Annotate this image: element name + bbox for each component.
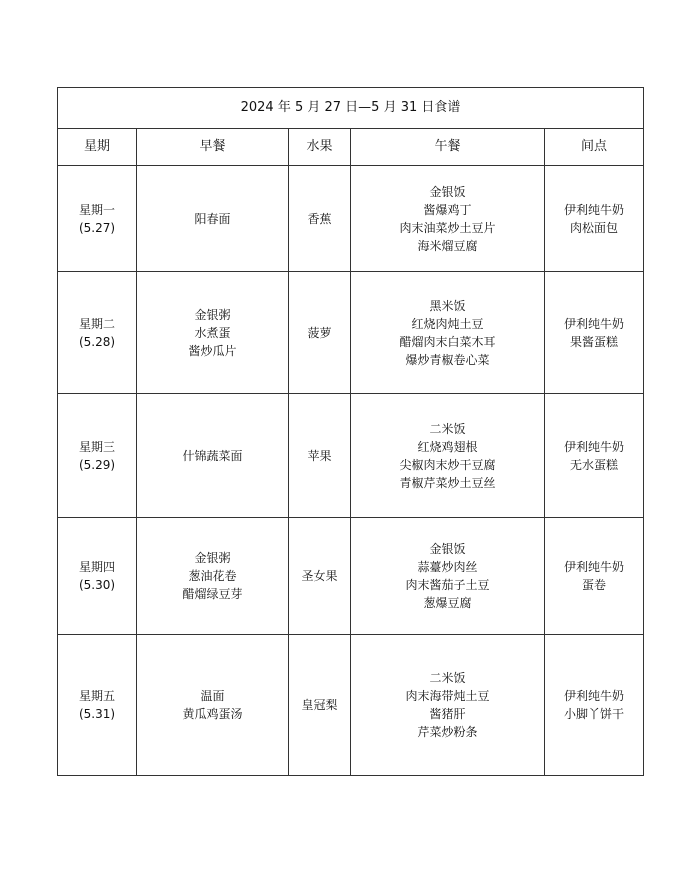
lunch-cell — [351, 635, 545, 776]
snack-cell-line: 伊利纯牛奶 — [563, 560, 624, 574]
breakfast-cell — [137, 394, 289, 518]
day-cell-line: 星期五 — [78, 689, 115, 703]
breakfast-cell-line: 金银粥 — [194, 307, 231, 322]
snack-cell-line: 小脚丫饼干 — [563, 707, 624, 721]
breakfast-cell-line: 酱炒瓜片 — [188, 343, 237, 358]
menu-table — [57, 87, 644, 776]
breakfast-cell — [137, 635, 289, 776]
snack-cell-line: 果酱蛋糕 — [569, 334, 618, 349]
lunch-cell — [351, 166, 545, 272]
lunch-cell-line: 黑米饭 — [429, 298, 466, 313]
day-cell-line: (5.30) — [78, 578, 116, 592]
fruit-cell-line: 菠萝 — [307, 325, 332, 340]
lunch-cell-line: 青椒芹菜炒土豆丝 — [399, 475, 496, 490]
snack-cell-line: 肉松面包 — [569, 220, 618, 235]
breakfast-cell-line: 黄瓜鸡蛋汤 — [182, 707, 243, 721]
breakfast-cell-line: 阳春面 — [194, 211, 231, 226]
day-cell — [58, 272, 137, 394]
lunch-cell — [351, 272, 545, 394]
fruit-cell-line: 苹果 — [307, 448, 332, 463]
lunch-cell-line: 芹菜炒粉条 — [417, 725, 478, 739]
breakfast-cell-line: 金银粥 — [194, 551, 231, 565]
table-row — [58, 272, 644, 394]
lunch-cell-line: 葱爆豆腐 — [423, 596, 472, 610]
lunch-cell-line: 尖椒肉末炒干豆腐 — [399, 457, 496, 472]
breakfast-cell-line: 什锦蔬菜面 — [182, 448, 243, 463]
breakfast-cell-line: 葱油花卷 — [188, 569, 237, 583]
snack-cell — [545, 272, 644, 394]
snack-cell-line: 伊利纯牛奶 — [563, 689, 624, 703]
lunch-cell — [351, 518, 545, 635]
snack-cell-line: 伊利纯牛奶 — [563, 202, 624, 217]
day-cell-line: 星期二 — [78, 316, 115, 331]
header-fruit: 水果 — [289, 129, 351, 166]
lunch-cell-line: 爆炒青椒卷心菜 — [405, 352, 490, 367]
lunch-cell-line: 肉末油菜炒土豆片 — [399, 220, 496, 235]
day-cell-line: 星期三 — [78, 439, 115, 454]
fruit-cell — [289, 272, 351, 394]
lunch-cell-line: 酱爆鸡丁 — [423, 202, 472, 217]
lunch-cell-line: 酱猪肝 — [429, 707, 466, 721]
lunch-cell-line: 二米饭 — [429, 421, 466, 436]
breakfast-cell-line: 水煮蛋 — [194, 325, 231, 340]
day-cell-line: 星期一 — [78, 202, 115, 217]
lunch-cell — [351, 394, 545, 518]
header-lunch: 午餐 — [351, 129, 545, 166]
lunch-cell-line: 肉末酱茄子土豆 — [405, 578, 490, 592]
snack-cell-line: 伊利纯牛奶 — [563, 439, 624, 454]
snack-cell-line: 蛋卷 — [581, 578, 606, 592]
lunch-cell-line: 海米熘豆腐 — [417, 238, 478, 253]
breakfast-cell-line: 醋熘绿豆芽 — [182, 587, 243, 601]
table-row — [58, 166, 644, 272]
breakfast-cell-line: 温面 — [200, 689, 225, 703]
fruit-cell — [289, 394, 351, 518]
lunch-cell-line: 金银饭 — [429, 542, 466, 556]
snack-cell — [545, 518, 644, 635]
snack-cell-line: 无水蛋糕 — [569, 457, 618, 472]
snack-cell — [545, 635, 644, 776]
lunch-cell-line: 醋熘肉末白菜木耳 — [399, 334, 496, 349]
header-breakfast: 早餐 — [137, 129, 289, 166]
lunch-cell-line: 红烧鸡翅根 — [417, 439, 478, 454]
lunch-cell-line: 二米饭 — [429, 671, 466, 685]
snack-cell — [545, 166, 644, 272]
lunch-cell-line: 肉末海带炖土豆 — [405, 689, 490, 703]
snack-cell — [545, 394, 644, 518]
day-cell-line: (5.28) — [78, 334, 116, 349]
day-cell-line: (5.29) — [78, 457, 116, 472]
table-row — [58, 394, 644, 518]
lunch-cell-line: 红烧肉炖土豆 — [411, 316, 484, 331]
table-row — [58, 635, 644, 776]
day-cell-line: 星期四 — [78, 560, 115, 574]
table-row — [58, 518, 644, 635]
breakfast-cell — [137, 518, 289, 635]
table-title: 2024 年 5 月 27 日—5 月 31 日食谱 — [58, 88, 644, 129]
fruit-cell-line: 皇冠梨 — [301, 698, 338, 712]
fruit-cell-line: 香蕉 — [307, 211, 332, 226]
day-cell — [58, 518, 137, 635]
header-day: 星期 — [58, 129, 137, 166]
day-cell — [58, 394, 137, 518]
day-cell — [58, 635, 137, 776]
day-cell-line: (5.27) — [78, 220, 116, 235]
breakfast-cell — [137, 166, 289, 272]
lunch-cell-line: 蒜薹炒肉丝 — [417, 560, 478, 574]
fruit-cell-line: 圣女果 — [301, 569, 338, 583]
fruit-cell — [289, 635, 351, 776]
fruit-cell — [289, 518, 351, 635]
snack-cell-line: 伊利纯牛奶 — [563, 316, 624, 331]
day-cell-line: (5.31) — [78, 707, 116, 721]
breakfast-cell — [137, 272, 289, 394]
header-snack: 间点 — [545, 129, 644, 166]
lunch-cell-line: 金银饭 — [429, 184, 466, 199]
fruit-cell — [289, 166, 351, 272]
day-cell — [58, 166, 137, 272]
